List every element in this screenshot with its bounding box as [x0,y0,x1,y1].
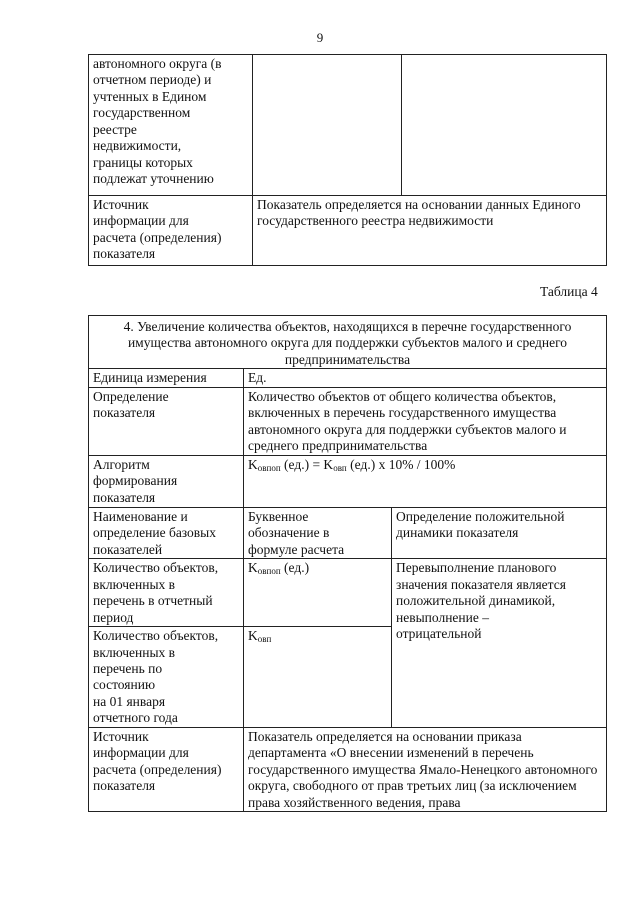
unit-value: Ед. [244,369,607,387]
cell-line: Перевыполнение планового [396,560,557,576]
base-header-name [89,507,244,558]
table-4 [88,315,607,812]
cell-line: перечень по [93,660,163,676]
formula-symbol: K [248,456,258,472]
cell-line: расчета (определения) [93,761,222,777]
cell-line: показателя [93,246,156,262]
cell-line: Количество объектов, [93,560,219,576]
formula-subscript: овпоп [257,566,281,577]
table-row [89,196,607,266]
cell-line: информации для [93,745,189,761]
cell-line: определение базовых [93,525,217,541]
table-row [89,55,607,196]
page-number: 9 [316,30,324,45]
base-row-symbol [244,627,392,728]
cell-line: границы которых [93,154,193,170]
cell-line: учтенных в Едином [93,88,207,104]
cell-line: Наименование и [93,508,188,524]
cell-line: состоянию [93,677,156,693]
table-row [89,387,607,455]
base-row-name [89,627,244,728]
criteria-cell [89,55,253,196]
unit-label: Единица измерения [89,369,244,387]
cell-line: недвижимости, [93,138,182,154]
table-row [89,559,607,627]
cell-line: Источник [93,728,149,744]
formula-subscript: овп [257,634,272,645]
cell-line: обозначение в [248,525,330,541]
cell-line: реестре [93,121,137,137]
cell-line: автономного округа (в [93,56,222,71]
formula-symbol: K [248,628,258,644]
source-value: Показатель определяется на основании приказа департамента «О внесении изменений в перечень государственного имущества Ямало-Ненецкого автономного округа, свободного от прав третьих лиц (за исключением права хозяйственного ведения, права [244,727,607,811]
table-caption: Таблица 4 [540,284,598,299]
formula-text: (ед.) [280,560,310,576]
cell-line: Источник [93,197,149,212]
source-label-cell [89,196,253,266]
empty-cell [402,55,607,196]
cell-line: динамики показателя [396,525,519,541]
source-label [89,727,244,811]
definition-label [89,387,244,455]
top-table [88,54,607,266]
cell-line: формуле расчета [248,541,345,557]
source-value-cell: Показатель определяется на основании данных Единого государственного реестра недвижимости [253,196,607,266]
cell-line: подлежат уточнению [93,171,214,187]
cell-line: информации для [93,213,189,229]
formula-text: (ед.) х 10% / 100% [346,456,456,472]
cell-line: отрицательной [396,626,482,642]
algorithm-formula [244,455,607,507]
cell-line: положительной динамикой, [396,593,556,609]
cell-line: показателя [93,405,156,421]
table-row [89,455,607,507]
base-row-symbol [244,559,392,627]
cell-line: перечень в отчетный [93,593,213,609]
formula-symbol: K [248,560,258,576]
cell-line: включенных в [93,644,176,660]
cell-line: формирования [93,473,178,489]
formula-subscript: овп [333,462,347,473]
table-title-row [89,316,607,369]
dynamics-cell [392,559,607,728]
cell-line: Буквенное [248,508,309,524]
cell-line: значения показателя является [396,576,566,592]
cell-line: государственном [93,105,191,121]
table-row [89,369,607,387]
definition-value: Количество объектов от общего количества объектов, включенных в перечень государственного имущества автономного округа для поддержки субъектов малого и среднего предпринимательства [244,387,607,455]
cell-line: Определение положительной [396,508,565,524]
base-header-symbol [244,507,392,558]
base-header-row [89,507,607,558]
cell-line: показателей [93,541,163,557]
table-row [89,727,607,811]
cell-line: Определение [93,388,169,404]
cell-line: Алгоритм [93,456,150,472]
cell-line: отчетного года [93,710,178,726]
formula-text: (ед.) = K [280,456,334,472]
cell-line: невыполнение – [396,609,489,625]
cell-line: включенных в [93,576,176,592]
cell-line: показателя [93,489,156,505]
cell-line: на 01 января [93,693,166,709]
table-title: 4. Увеличение количества объектов, находящихся в перечне государственного имущества автономного округа для поддержки субъектов малого и среднего предпринимательства [89,316,607,369]
cell-line: Количество объектов, [93,628,219,644]
cell-line: отчетном периоде) и [93,72,212,88]
algorithm-label [89,455,244,507]
formula-subscript: овпоп [257,462,281,473]
base-row-name [89,559,244,627]
base-header-dynamics [392,507,607,558]
cell-line: период [93,609,134,625]
empty-cell [253,55,402,196]
cell-line: показателя [93,778,156,794]
cell-line: расчета (определения) [93,229,222,245]
